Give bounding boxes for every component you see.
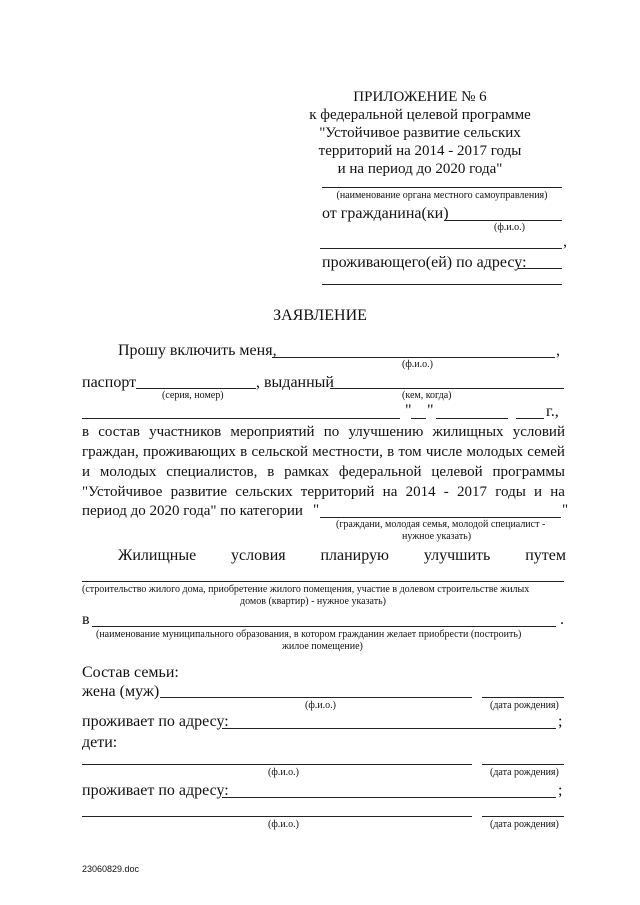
in-label: в [82,611,90,628]
request-fio-field[interactable] [272,357,555,358]
word: в [240,444,248,460]
word: улучшить [423,547,491,564]
word: семей [527,444,565,460]
semicolon: ; [558,713,563,730]
comma: , [563,233,567,250]
word: территорий [300,484,375,500]
word: 2017 [457,484,488,500]
request-fio-hint: (ф.и.о.) [402,359,433,370]
category-quote-close: " [562,502,569,518]
spouse-birth-field[interactable] [482,697,564,698]
word: целевой [431,464,483,480]
word: "Устойчивое [82,484,163,500]
child-birth-hint: (дата рождения) [490,767,559,778]
municipality-hint-2: жилое помещение) [282,641,363,652]
word: - [443,484,449,500]
word: развитие [170,484,228,500]
issued-by-field-2[interactable] [82,418,400,419]
residing-field[interactable] [518,268,562,269]
category-quote-open: " [313,502,320,518]
word: условий [512,424,565,440]
word: молодых [466,444,524,460]
spouse-fio-hint: (ф.и.о.) [305,700,336,711]
para-line-1 [82,424,565,441]
passport-label: паспорт [82,374,137,391]
word: и [82,464,91,480]
method-hint: (строительство жилого дома, приобретение жилого помещения, участие в долевом строительстве жилых [82,584,530,595]
from-fio-hint: (ф.и.о.) [494,222,525,233]
para-last: период до 2020 года" по категории [82,503,303,519]
word: сельской [251,444,309,460]
organ-hint: (наименование органа местного самоуправления) [336,190,548,201]
issued-label: , выданный [256,374,334,391]
word: в [267,464,275,480]
word: федеральной [338,464,422,480]
organ-field[interactable] [322,187,562,188]
word: в [387,444,395,460]
header-title: ПРИЛОЖЕНИЕ № 6 [353,89,487,105]
in-dot: . [560,611,564,628]
category-hint: (граждани, молодая семья, молодой специалист - [336,519,546,530]
family-label: Состав семьи: [82,664,179,681]
word: рамках [284,464,329,480]
child-fio-field-2[interactable] [82,816,472,817]
word: участников [149,424,222,440]
semicolon: ; [558,782,563,799]
quote-open: " [405,402,412,419]
child-fio-hint: (ф.и.о.) [268,767,299,778]
spouse-address-field[interactable] [222,728,556,729]
spouse-fio-field[interactable] [160,697,472,698]
child-birth-hint: (дата рождения) [490,819,559,830]
header-line: "Устойчивое развитие сельских [319,125,521,141]
word: на [382,484,398,500]
child-address-field[interactable] [222,797,556,798]
residing-field-2[interactable] [322,284,562,285]
page-title: ЗАЯВЛЕНИЕ [273,307,367,324]
word: путем [525,547,566,564]
from-label: от гражданина(ки) [322,205,449,222]
category-hint-2: нужное указать) [402,531,472,542]
word: проживающих [143,444,236,460]
word: улучшению [348,424,424,440]
child-birth-field-2[interactable] [482,816,564,817]
header-line: территорий на 2014 - 2017 годы [318,143,522,159]
para-line-3 [82,464,565,481]
year-suffix: г., [546,403,559,420]
word: специалистов, [166,464,258,480]
issued-by-field[interactable] [330,388,564,389]
word: граждан, [82,444,139,460]
word: по [323,424,340,440]
file-name: 23060829.doc [82,864,140,874]
word: местности, [312,444,383,460]
word: условия [231,547,286,564]
word: в [82,424,90,440]
header-line: к федеральной целевой программе [309,107,531,123]
spouse-birth-hint: (дата рождения) [490,700,559,711]
header-line: и на период до 2020 года" [337,161,503,177]
request-comma: , [556,342,560,359]
spouse-label: жена (муж) [82,683,160,700]
word: Жилищные [118,547,197,564]
children-label: дети: [82,734,118,751]
word: числе [425,444,463,460]
word: молодых [99,464,157,480]
word: годы [495,484,526,500]
word: и [534,484,543,500]
child-fio-field[interactable] [82,764,472,765]
month-field[interactable] [436,418,508,419]
series-hint: (серия, номер) [162,390,224,401]
day-field[interactable] [411,418,426,419]
word: жилищных [432,424,504,440]
word: сельских [235,484,293,500]
category-field[interactable] [320,517,561,518]
improve-line [118,546,566,565]
spouse-address-label: проживает по адресу: [82,713,229,730]
from-fio-field-2[interactable] [320,248,562,249]
from-fio-field[interactable] [444,220,562,221]
para-line-4 [82,484,565,501]
residing-label: проживающего(ей) по адресу: [322,254,527,271]
child-fio-hint: (ф.и.о.) [268,819,299,830]
word: состав [98,424,140,440]
municipality-hint: (наименование муниципального образования, в котором гражданин желает приобрести (построить) [96,629,522,640]
year-field[interactable] [516,418,544,419]
word: на [550,484,565,500]
child-address-label: проживает по адресу: [82,782,229,799]
word: мероприятий [230,424,315,440]
para-line-2 [82,444,565,461]
quote-close: " [427,402,434,419]
method-hint-2: домов (квартир) - нужное указать) [240,596,386,607]
child-birth-field[interactable] [482,764,564,765]
request-label: Прошу включить меня, [118,342,277,359]
passport-series-field[interactable] [136,388,256,389]
word: 2014 [405,484,436,500]
issued-by-hint: (кем, когда) [402,390,452,401]
municipality-field[interactable] [92,626,556,627]
word: программы [492,464,565,480]
word: планирую [320,547,389,564]
word: том [398,444,422,460]
method-field[interactable] [82,581,564,582]
